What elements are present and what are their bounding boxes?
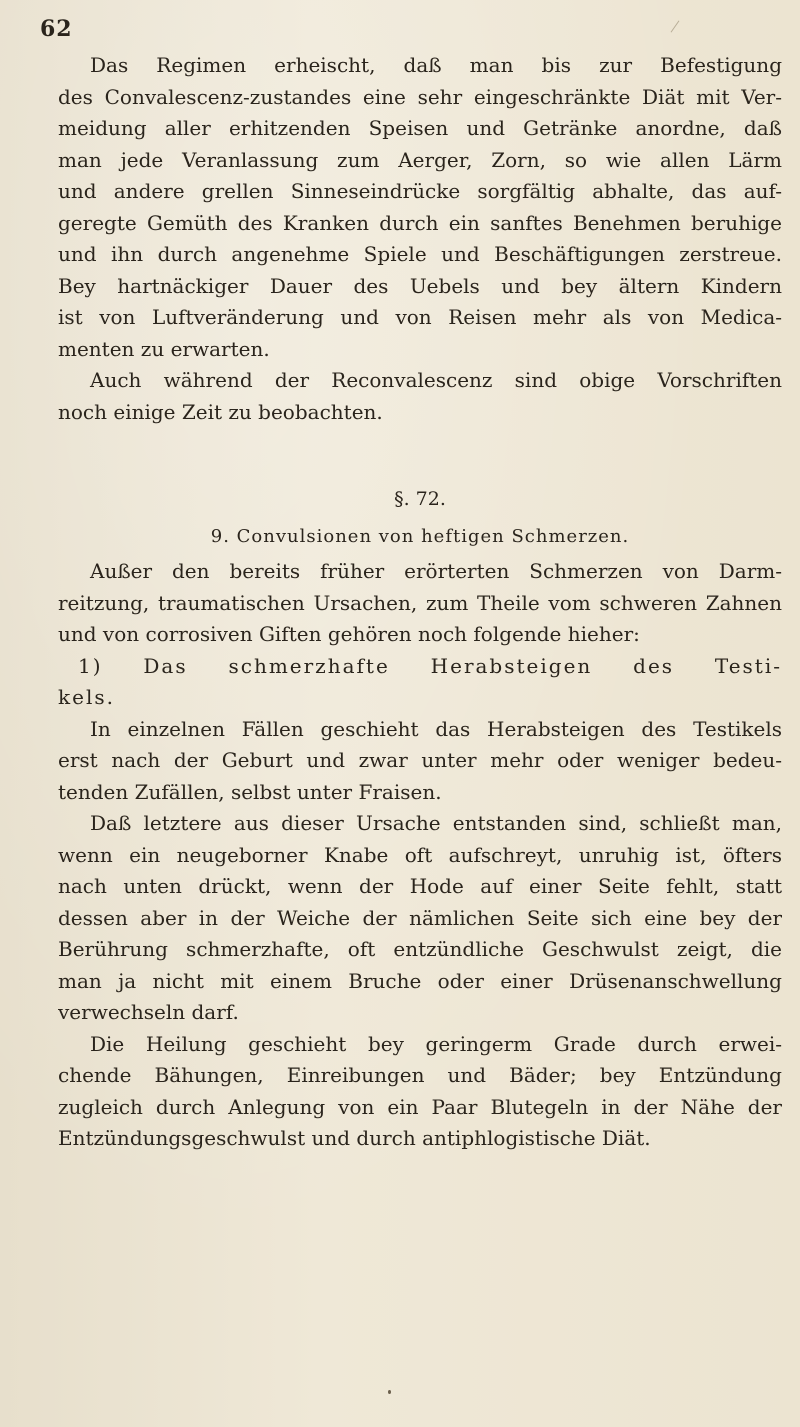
text-line: 1) Das schmerzhafte Herabsteigen des Testi-	[78, 653, 782, 678]
text-line: Das Regimen erheischt, daß man bis zur Befestigung	[90, 53, 782, 77]
page-text	[58, 50, 782, 1155]
paragraph-cases	[58, 714, 782, 809]
text-line: noch einige Zeit zu beobachten.	[58, 399, 383, 424]
text-line: chende Bähungen, Einreibungen und Bäder; bey Entzündung	[58, 1063, 782, 1087]
paragraph-diagnosis	[58, 808, 782, 1029]
text-line: ist von Luftveränderung und von Reisen mehr als von Medica-	[58, 305, 782, 329]
text-line: man jede Veranlassung zum Aerger, Zorn, so wie allen Lärm	[58, 147, 782, 172]
spacer	[58, 428, 782, 464]
text-line: des Convalescenz-zustandes eine sehr eingeschränkte Diät mit Ver-	[58, 84, 782, 109]
text-line: wenn ein neugeborner Knabe oft aufschreyt, unruhig ist, öfters	[58, 842, 782, 867]
section-heading: 9. Convulsionen von heftigen Schmerzen.	[210, 526, 630, 547]
text-line: nach unten drückt, wenn der Hode auf einer Seite fehlt, statt	[58, 874, 782, 898]
paragraph-reconvalescenz	[58, 365, 782, 428]
text-line: dessen aber in der Weiche der nämlichen Seite sich eine bey der	[58, 905, 782, 930]
text-line: Entzündungsgeschwulst und durch antiphlogistische Diät.	[58, 1126, 651, 1150]
text-line: Die Heilung geschieht bey geringerm Grade durch erwei-	[90, 1031, 782, 1056]
text-line: erst nach der Geburt und zwar unter mehr oder weniger bedeu-	[58, 748, 782, 772]
text-line: Auch während der Reconvalescenz sind obige Vorschriften	[90, 368, 782, 392]
text-line: zugleich durch Anlegung von ein Paar Blutegeln in der Nähe der	[58, 1094, 782, 1119]
text-line: Berührung schmerzhafte, oft entzündliche Geschwulst zeigt, die	[58, 937, 782, 961]
section-number: §. 72.	[394, 488, 446, 510]
list-item-testikel	[58, 651, 782, 714]
text-line: und ihn durch angenehme Spiele und Beschäftigungen zerstreue.	[58, 242, 782, 266]
text-line: meidung aller erhitzenden Speisen und Getränke anordne, daß	[58, 116, 782, 140]
ink-mark	[671, 20, 680, 32]
text-line: man ja nicht mit einem Bruche oder einer Drüsenanschwellung	[58, 968, 782, 993]
paragraph-regimen	[58, 50, 782, 365]
text-line: tenden Zufällen, selbst unter Fraisen.	[58, 779, 442, 804]
text-line: menten zu erwarten.	[58, 336, 270, 361]
paragraph-intro	[58, 556, 782, 651]
text-line: geregte Gemüth des Kranken durch ein sanftes Benehmen beruhige	[58, 210, 782, 235]
text-line: und andere grellen Sinneseindrücke sorgfältig abhalte, das auf-	[58, 179, 782, 203]
text-line: In einzelnen Fällen geschieht das Herabsteigen des Testikels	[90, 716, 782, 741]
text-line: kels.	[58, 685, 115, 709]
text-line: reitzung, traumatischen Ursachen, zum Theile vom schweren Zahnen	[58, 590, 782, 615]
text-line: Bey hartnäckiger Dauer des Uebels und bey ältern Kindern	[58, 273, 782, 298]
paragraph-heilung	[58, 1029, 782, 1155]
ink-speck	[388, 1390, 391, 1394]
text-line: Außer den bereits früher erörterten Schmerzen von Darm-	[90, 559, 782, 583]
text-line: verwechseln darf.	[58, 1000, 239, 1024]
page-number: 62	[40, 16, 73, 42]
text-line: und von corrosiven Giften gehören noch folgende hieher:	[58, 622, 640, 646]
text-line: Daß letztere aus dieser Ursache entstanden sind, schließt man,	[90, 811, 782, 835]
